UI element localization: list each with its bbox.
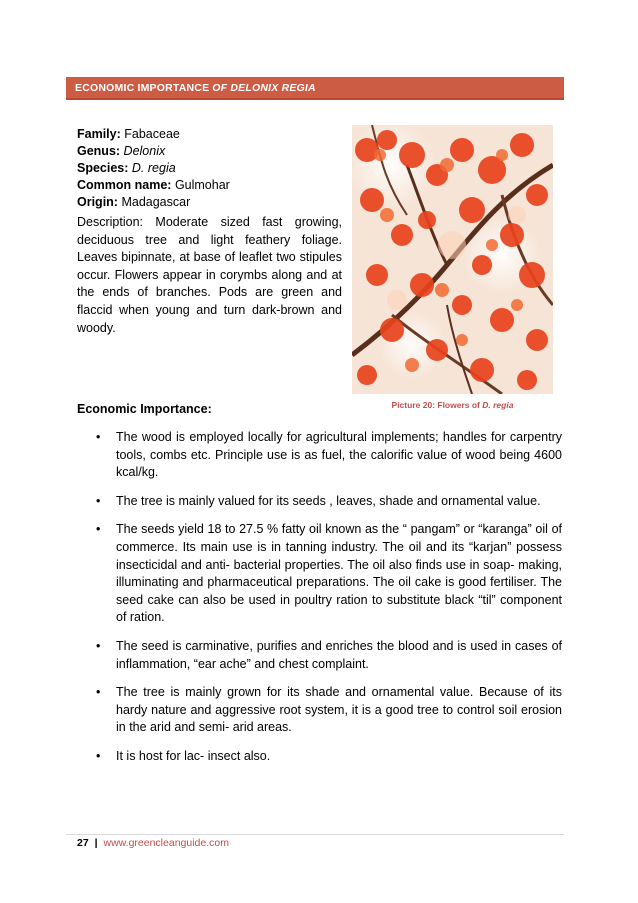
species-row [77, 160, 342, 177]
list-item [96, 521, 562, 627]
page-number: 27 [77, 837, 89, 849]
common-name-row [77, 177, 342, 194]
origin-label: Origin: [77, 195, 118, 209]
bullet-icon: • [96, 638, 101, 653]
list-item [96, 638, 562, 673]
flower-photo [352, 125, 553, 394]
bullet-icon: • [96, 430, 101, 444]
banner-title-italic: OF DELONIX REGIA [212, 81, 316, 94]
family-row [77, 126, 342, 143]
origin-row [77, 194, 342, 211]
caption-text: Picture 20: Flowers of [391, 400, 480, 410]
taxonomy-info [77, 126, 342, 211]
origin-value: Madagascar [121, 195, 191, 209]
bullet-icon: • [96, 493, 101, 508]
list-item [96, 684, 562, 737]
list-item-text: The tree is mainly valued for its seeds , leaves, shade and ornamental value. [116, 493, 541, 508]
family-value: Fabaceae [124, 127, 180, 141]
family-label: Family: [77, 127, 121, 141]
footer-divider [66, 834, 564, 835]
banner-title: ECONOMIC IMPORTANCE [75, 81, 210, 94]
list-item [96, 429, 562, 482]
genus-value: Delonix [123, 144, 166, 158]
list-item [96, 748, 562, 766]
species-value: D. regia [131, 161, 176, 175]
common-name-value: Gulmohar [174, 178, 230, 192]
section-banner [66, 77, 564, 100]
list-item-text: It is host for lac- insect also. [116, 748, 271, 763]
list-item-text: The wood is employed locally for agricultural implements; handles for carpentry tools, combs etc. Principle use is as fuel, the calorific value of wood being 4600 kcal/kg. [116, 430, 562, 480]
footer-separator: | [94, 837, 98, 849]
bullet-icon: • [96, 748, 101, 763]
bullet-icon: • [96, 685, 101, 700]
list-item [96, 493, 562, 511]
economic-importance-heading: Economic Importance: [77, 402, 212, 416]
genus-label: Genus: [77, 144, 121, 158]
page-footer [77, 837, 229, 849]
description-paragraph: Description: Moderate sized fast growing, deciduous tree and light feathery foliage. Leaves bipinnate, at base of leaflet two stipules occur. Flowers appear in corymbs along and at the ends of branches. Pods are green and flaccid when young and turn dark-brown and woody. [77, 215, 342, 335]
genus-row [77, 143, 342, 160]
footer-link[interactable]: www.greencleanguide.com [103, 837, 229, 849]
list-item-text: The seed is carminative, purifies and enriches the blood and is used in cases of inflammation, “ear ache” and chest complaint. [116, 638, 562, 671]
common-name-label: Common name: [77, 178, 172, 192]
list-item-text: The seeds yield 18 to 27.5 % fatty oil known as the “ pangam” or “karanga” oil of commerce. Its main use is in tanning industry. The oil and its “karjan” possess insecticidal and anti- bacterial properties. The oil also finds use in soap- making, illuminating and pharmaceutical preparations. The oil cake is good fertiliser. The seed cake can also be used in poultry ration to substitute black “til” component of ration. [116, 522, 562, 625]
species-label: Species: [77, 161, 129, 175]
economic-importance-list [96, 429, 562, 766]
list-item-text: The tree is mainly grown for its shade and ornamental value. Because of its hardy nature and aggressive root system, it is a good tree to control soil erosion in the arid and semi- arid areas. [116, 685, 562, 735]
photo-caption [352, 400, 553, 410]
caption-species: D. regia [482, 400, 514, 410]
bullet-icon: • [96, 522, 101, 537]
